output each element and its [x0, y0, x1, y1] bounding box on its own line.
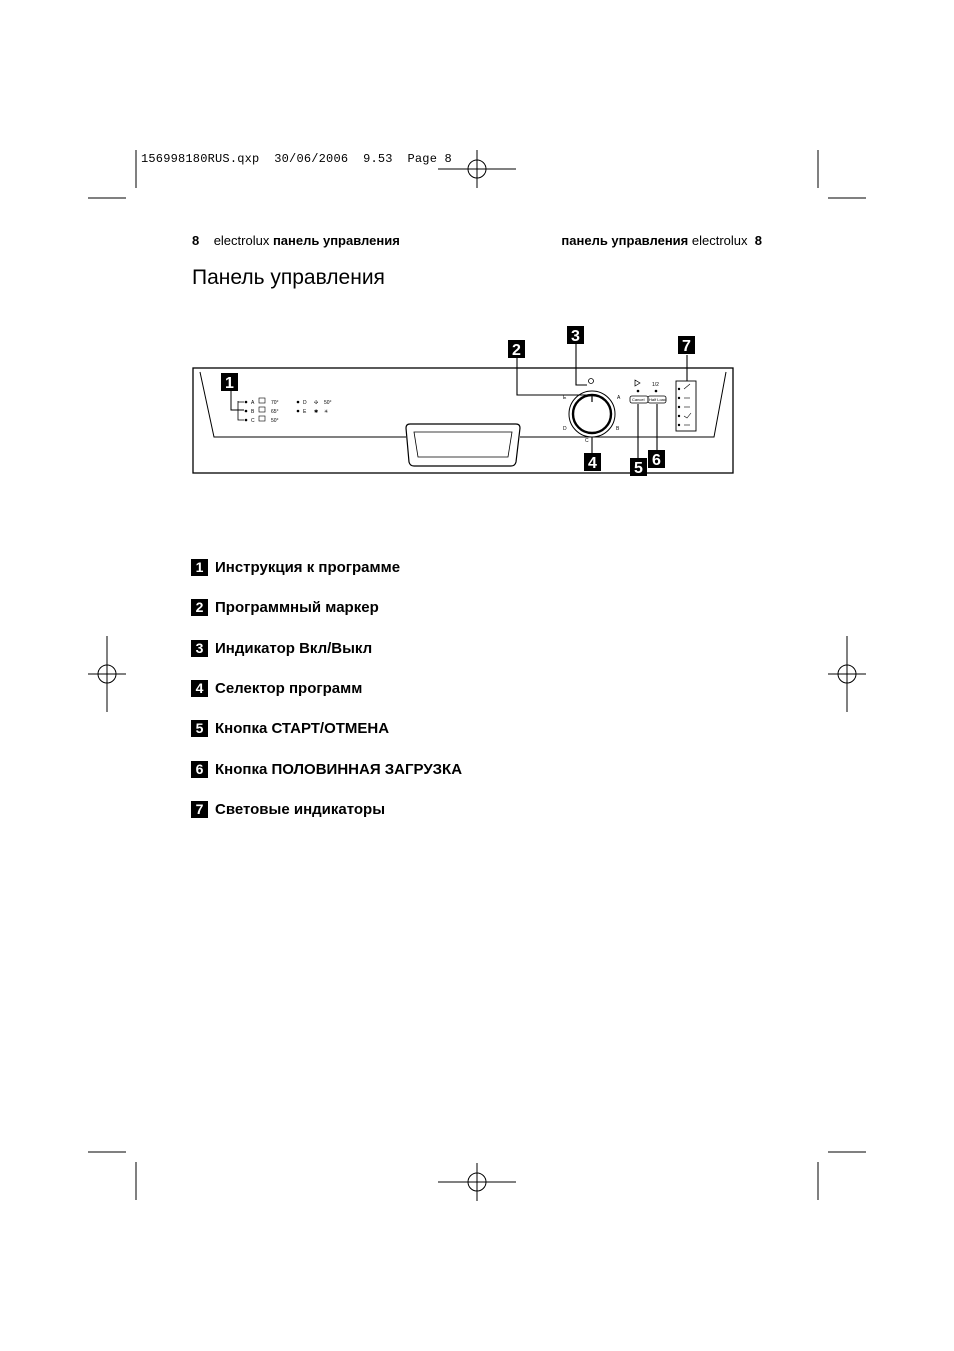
svg-text:✱: ✱ — [314, 409, 319, 415]
control-panel-diagram — [180, 325, 750, 485]
temp-a: 70° — [271, 400, 279, 406]
program-letter-c: C — [251, 418, 255, 424]
temp-b: 65° — [271, 409, 279, 415]
dial-letter-a: A — [617, 395, 621, 401]
power-indicator-icon — [589, 379, 594, 384]
header-right-page-number: 8 — [754, 233, 762, 248]
legend-number: 1 — [191, 559, 208, 576]
legend-item-7 — [191, 799, 385, 819]
panel-console — [200, 372, 726, 437]
program-letter-e: E — [303, 409, 307, 415]
door-handle — [406, 424, 520, 466]
svg-text:6: 6 — [652, 452, 661, 469]
dial-letter-e: E — [563, 395, 567, 401]
page-title: Панель управления — [192, 266, 385, 289]
half-symbol: 1/2 — [652, 382, 659, 388]
slug-page: Page 8 — [407, 152, 452, 166]
temp-d: 50° — [324, 400, 332, 406]
legend-number: 7 — [191, 801, 208, 818]
svg-text:1: 1 — [225, 375, 234, 392]
callout-4 — [584, 453, 601, 472]
legend-label: Селектор программ — [215, 679, 363, 697]
start-cancel-button-drawing[interactable] — [630, 380, 648, 403]
callout-6 — [648, 450, 665, 469]
half-load-button-drawing[interactable] — [648, 382, 666, 403]
legend-label: Кнопка СТАРТ/ОТМЕНА — [215, 719, 390, 737]
svg-text:✳: ✳ — [324, 409, 329, 415]
svg-text:2: 2 — [512, 342, 521, 359]
legend-item-2 — [191, 597, 379, 617]
temp-c: 50° — [271, 418, 279, 424]
legend-item-3 — [191, 638, 372, 658]
legend-number: 2 — [191, 599, 208, 616]
program-selector-dial[interactable] — [569, 391, 615, 437]
callout-5 — [630, 458, 647, 477]
callout-2 — [508, 340, 525, 359]
legend-label: Световые индикаторы — [215, 800, 386, 818]
legend-number: 4 — [191, 680, 208, 697]
header-right-brand: electrolux — [691, 233, 748, 248]
svg-text:3: 3 — [571, 328, 580, 345]
callout-3 — [567, 326, 584, 345]
svg-text:✣: ✣ — [314, 400, 319, 406]
legend-item-6 — [191, 759, 462, 779]
legend-label: Индикатор Вкл/Выкл — [215, 639, 373, 657]
header-left-page-number: 8 — [192, 233, 200, 248]
legend-number: 6 — [191, 761, 208, 778]
slug-date: 30/06/2006 — [274, 152, 349, 166]
legend-item-5 — [191, 718, 389, 738]
legend-item-1 — [191, 557, 400, 577]
running-header-right — [561, 233, 762, 248]
program-letter-a: A — [251, 400, 255, 406]
legend-item-4 — [191, 678, 362, 698]
header-right-section: панель управления — [561, 233, 689, 248]
running-header-left — [192, 233, 400, 248]
registration-marks — [88, 150, 866, 1201]
legend-label: Инструкция к программе — [215, 558, 401, 576]
callout-7 — [678, 336, 695, 355]
legend-number: 5 — [191, 720, 208, 737]
header-left-section: панель управления — [272, 233, 400, 248]
callout-1 — [221, 373, 238, 392]
legend-label: Кнопка ПОЛОВИННАЯ ЗАГРУЗКА — [215, 760, 463, 778]
svg-text:4: 4 — [588, 455, 597, 472]
slug-time: 9.53 — [363, 152, 393, 166]
header-left-brand: electrolux — [213, 233, 270, 248]
legend-label: Программный маркер — [215, 598, 379, 616]
program-letter-d: D — [303, 400, 307, 406]
dial-letter-c: C — [585, 438, 589, 444]
svg-text:5: 5 — [634, 460, 643, 477]
dial-letter-b: B — [616, 426, 620, 432]
slug-filename: 156998180RUS.qxp — [141, 152, 260, 166]
program-letter-b: B — [251, 409, 255, 415]
dial-letter-d: D — [563, 426, 567, 432]
print-slug — [141, 152, 452, 166]
start-button-label: Cancel — [632, 397, 645, 402]
legend-number: 3 — [191, 640, 208, 657]
half-button-label: Half Load — [649, 397, 667, 402]
svg-text:7: 7 — [682, 338, 691, 355]
indicator-lights-drawing — [676, 381, 696, 431]
